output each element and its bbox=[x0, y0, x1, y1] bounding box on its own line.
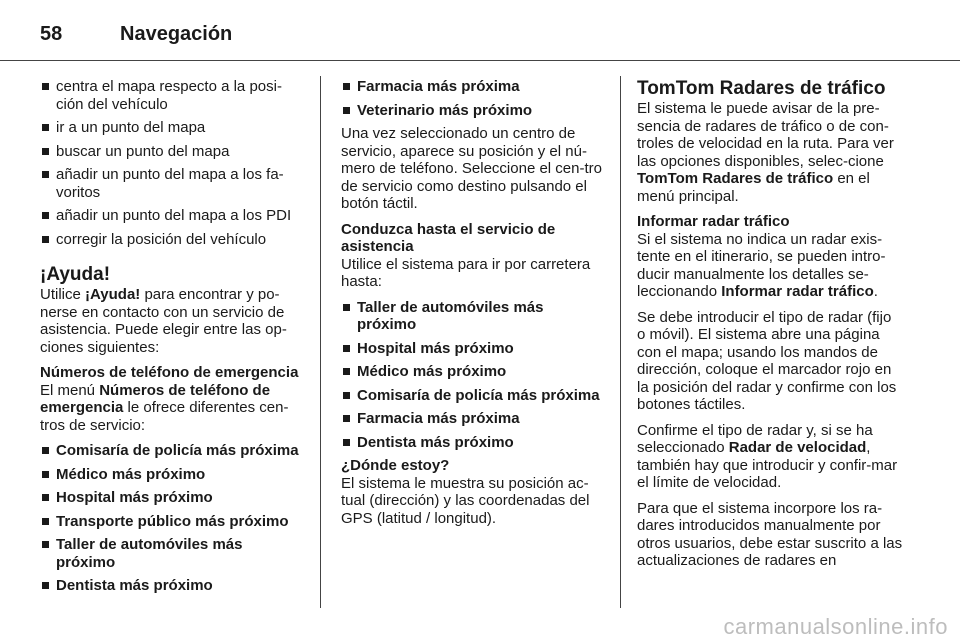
list-item: Dentista más próximo bbox=[341, 434, 603, 452]
list-item: centra el mapa respecto a la posi-ción del vehículo bbox=[40, 78, 302, 113]
updates-paragraph: Para que el sistema incorpore los ra-dares introducidos manualmente por otros usuarios, debe estar suscrito a las actualizaciones de radares en bbox=[637, 499, 903, 569]
list-item: Taller de automóviles más próximo bbox=[341, 299, 603, 334]
emergency-paragraph: El menú Números de teléfono de emergencia le ofrece diferentes cen-tros de servicio: bbox=[40, 381, 289, 434]
confirm-paragraph: Confirme el tipo de radar y, si se ha seleccionado Radar de velocidad, también hay que introducir y confir-mar el límite de velocidad. bbox=[637, 421, 898, 491]
ayuda-paragraph: Utilice ¡Ayuda! para encontrar y po-nerse en contacto con un servicio de asistencia. Puede elegir entre las op-ciones siguientes: bbox=[40, 286, 287, 356]
list-item: ir a un punto del mapa bbox=[40, 119, 302, 137]
column-divider-2 bbox=[620, 76, 621, 608]
informar-heading: Informar radar tráfico bbox=[637, 213, 790, 230]
emergency-list bbox=[40, 442, 302, 595]
header-rule bbox=[0, 60, 960, 61]
donde-paragraph: El sistema le muestra su posición ac-tual (dirección) y las coordenadas del GPS (latitud / longitud). bbox=[341, 474, 590, 527]
column-1 bbox=[40, 78, 302, 601]
service-paragraph: Una vez seleccionado un centro de servicio, aparece su posición y el nú-mero de teléfono. Seleccione el cen-tro de servicio como destino pulsando el botón táctil. bbox=[341, 125, 602, 212]
radares-paragraph: El sistema le puede avisar de la pre-sencia de radares de tráfico o de con-troles de velocidad en la ruta. Para ver las opciones disponibles, selec-cione TomTom Radares de tráfico en el menú principal. bbox=[637, 100, 894, 205]
donde-heading: ¿Dónde estoy? bbox=[341, 457, 450, 474]
page-number: 58 bbox=[40, 22, 63, 45]
informar-paragraph: Si el sistema no indica un radar exis-tente en el itinerario, se pueden intro-ducir manualmente los detalles se-leccionando Informar radar tráfico. bbox=[637, 230, 886, 300]
conduzca-list bbox=[341, 299, 603, 452]
list-item: añadir un punto del mapa a los PDI bbox=[40, 207, 302, 225]
radar-type-paragraph: Se debe introducir el tipo de radar (fijo o móvil). El sistema abre una página con el mapa; usando los mandos de dirección, coloque el marcador rojo en la posición del radar y confirme con los botones táctiles. bbox=[637, 308, 897, 413]
list-item: Transporte público más próximo bbox=[40, 513, 302, 531]
list-item: buscar un punto del mapa bbox=[40, 143, 302, 161]
conduzca-paragraph: Utilice el sistema para ir por carretera hasta: bbox=[341, 255, 591, 290]
list-item: Médico más próximo bbox=[40, 466, 302, 484]
list-item: Comisaría de policía más próxima bbox=[341, 387, 603, 405]
list-item: Hospital más próximo bbox=[341, 340, 603, 358]
list-item: Dentista más próximo bbox=[40, 577, 302, 595]
watermark: carmanualsonline.info bbox=[723, 614, 948, 639]
emergency-heading: Números de teléfono de emergencia bbox=[40, 364, 299, 381]
column-divider-1 bbox=[320, 76, 321, 608]
service-list-continued bbox=[341, 78, 603, 119]
list-item: añadir un punto del mapa a los fa-voritos bbox=[40, 166, 302, 201]
conduzca-heading: Conduzca hasta el servicio de asistencia bbox=[341, 220, 556, 255]
list-item: Hospital más próximo bbox=[40, 489, 302, 507]
list-item: Comisaría de policía más próxima bbox=[40, 442, 302, 460]
list-item: Veterinario más próximo bbox=[341, 102, 603, 120]
ayuda-heading: ¡Ayuda! bbox=[40, 264, 111, 285]
page-title: Navegación bbox=[120, 22, 233, 45]
list-item: Farmacia más próxima bbox=[341, 410, 603, 428]
map-options-list bbox=[40, 78, 302, 248]
radares-heading: TomTom Radares de tráfico bbox=[637, 78, 886, 99]
column-3 bbox=[637, 78, 903, 578]
list-item: corregir la posición del vehículo bbox=[40, 231, 302, 249]
list-item: Taller de automóviles más próximo bbox=[40, 536, 302, 571]
list-item: Médico más próximo bbox=[341, 363, 603, 381]
column-2 bbox=[341, 78, 603, 535]
page-header bbox=[40, 14, 232, 54]
list-item: Farmacia más próxima bbox=[341, 78, 603, 96]
